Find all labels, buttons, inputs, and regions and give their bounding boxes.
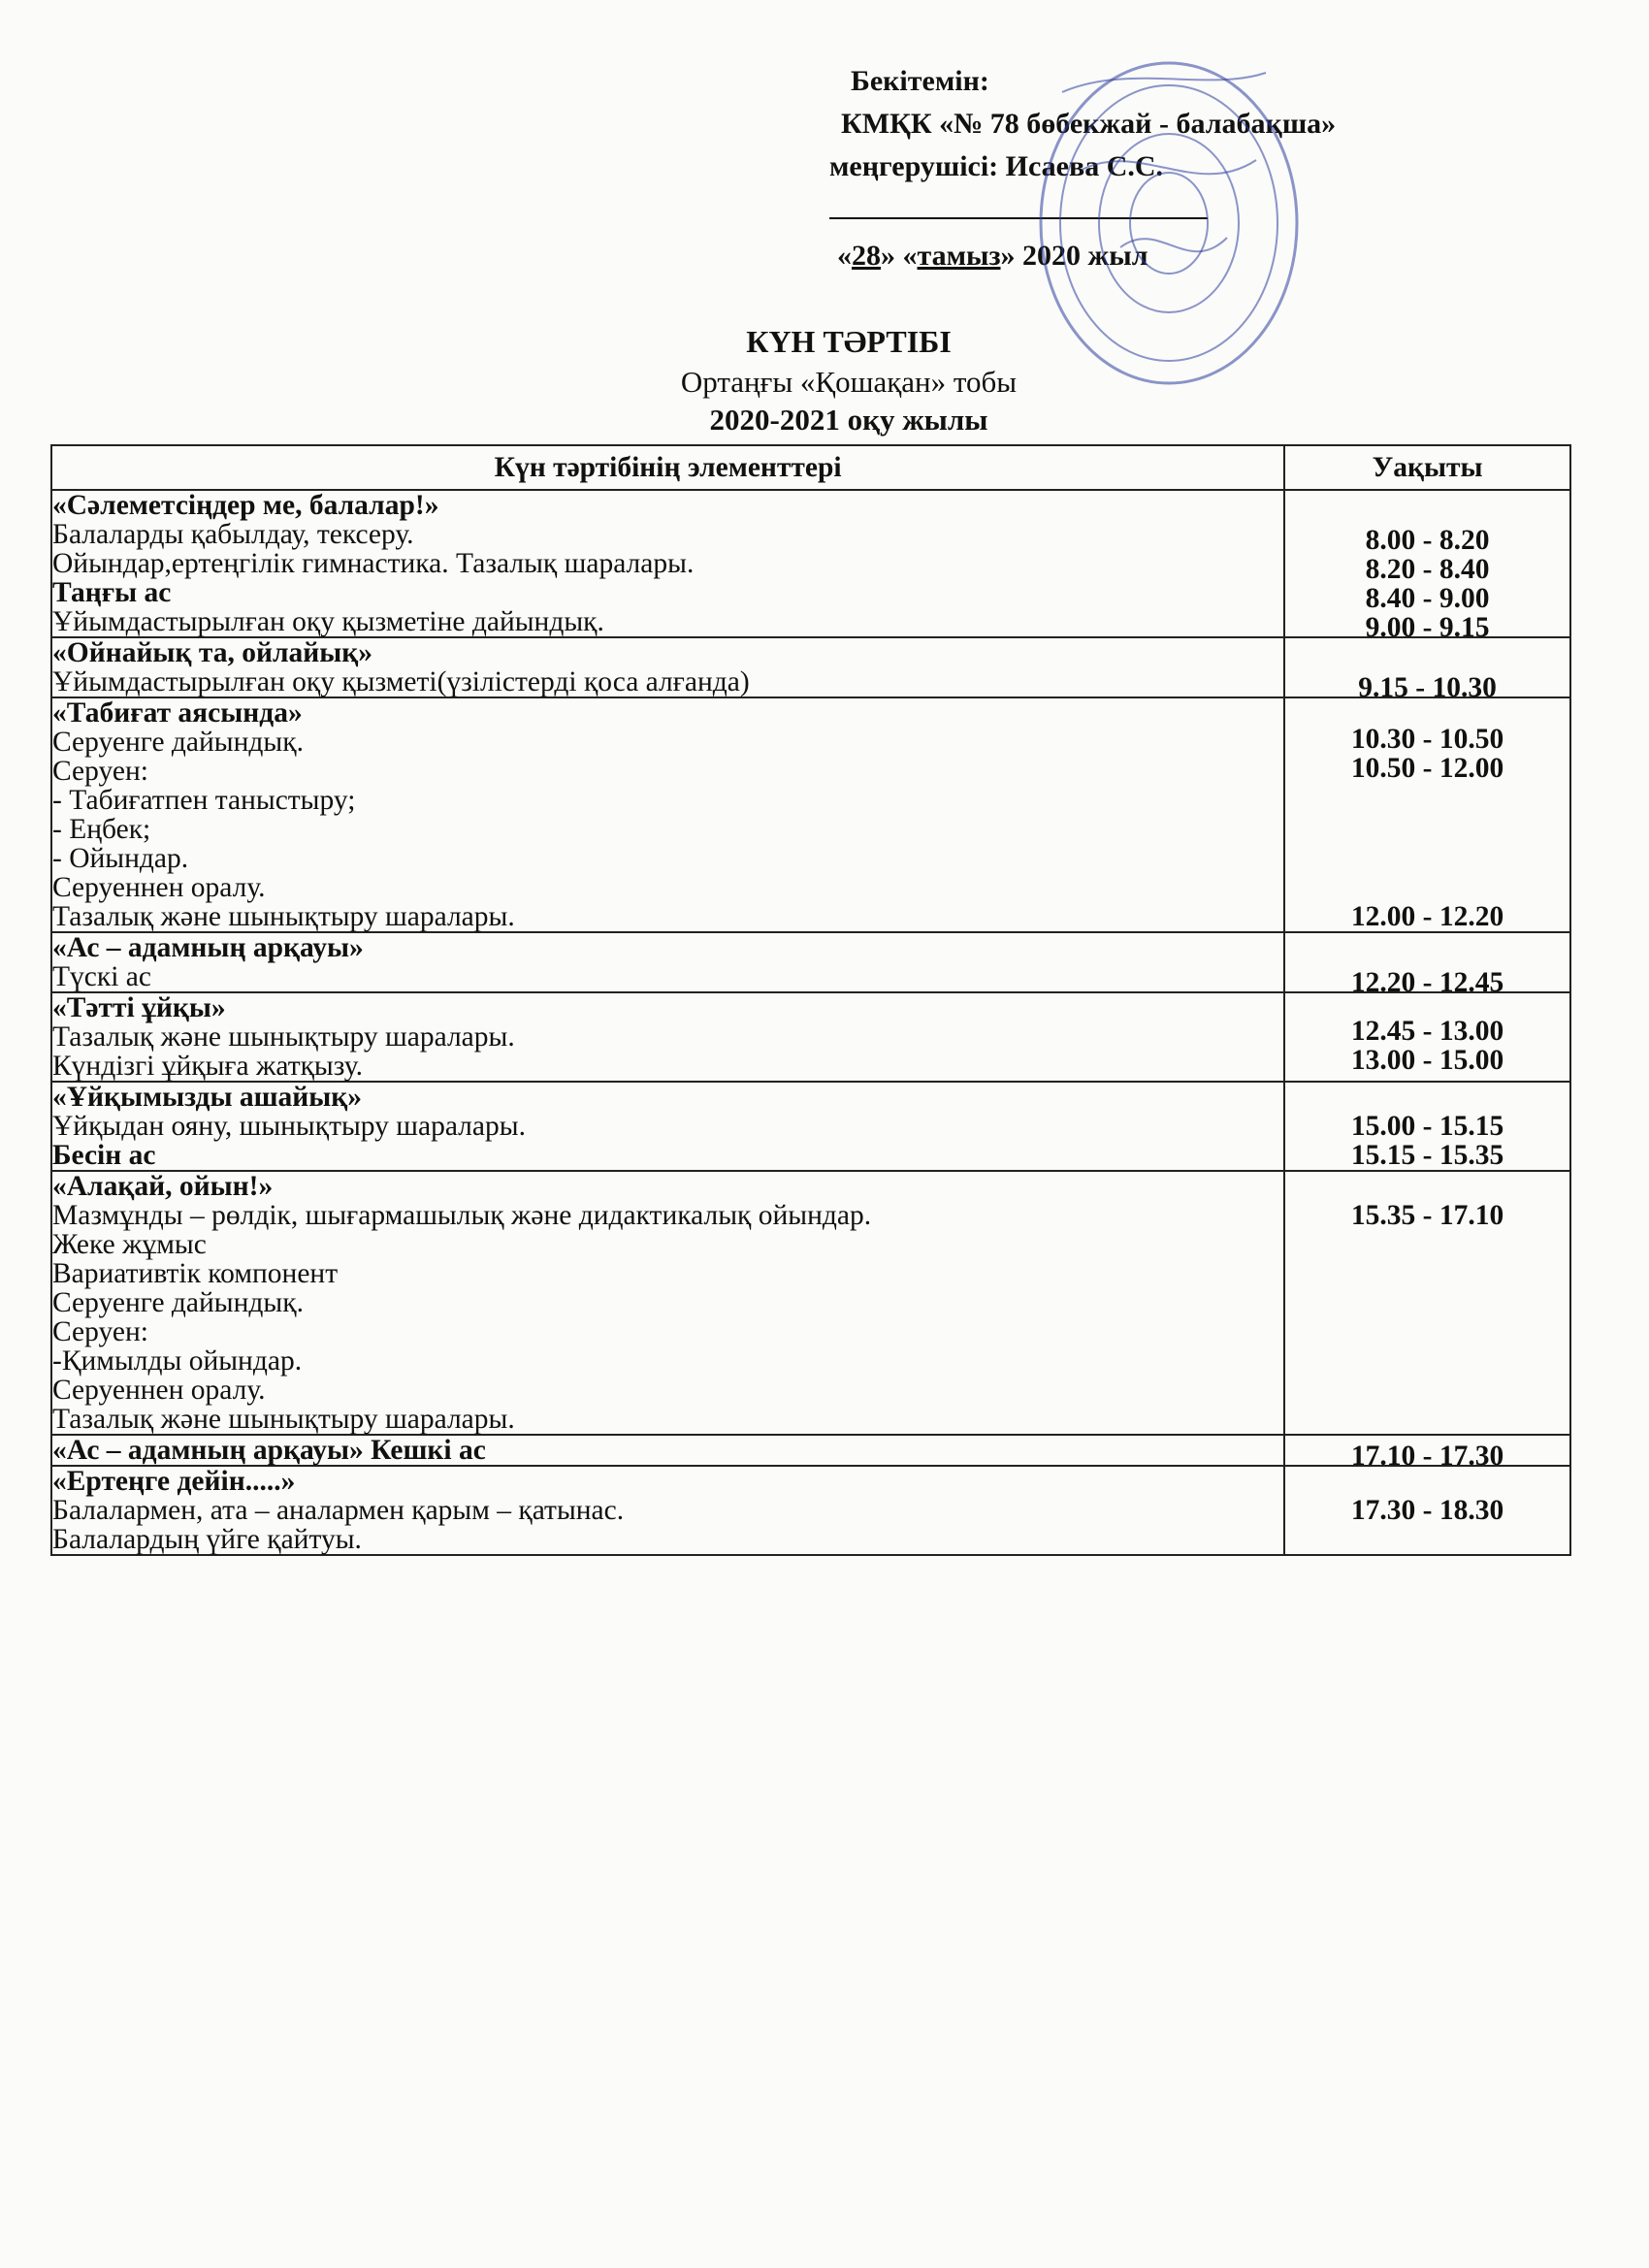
time-cell [1284,932,1570,998]
table-row [51,1171,1570,1435]
table-row [51,1435,1570,1466]
activity-cell [51,697,1284,932]
activity-cell [51,1171,1284,1435]
activity-line: Серуенге дайындық. [52,1287,304,1318]
time-slot: 17.10 - 17.30 [1350,1441,1504,1472]
activity-line: Серуеннен оралу. [52,872,266,903]
activity-line: - Еңбек; [52,814,151,845]
time-slot: 12.20 - 12.45 [1350,967,1504,998]
time-slot: 15.00 - 15.15 [1350,1111,1504,1142]
activity-cell [51,932,1284,992]
activity-title: Бесін ас [52,1140,156,1171]
time-slot: 13.00 - 15.00 [1350,1045,1504,1076]
time-slot: 8.40 - 9.00 [1365,583,1490,614]
time-slot: 10.50 - 12.00 [1350,753,1504,784]
approval-label: Бекітемін: [851,65,989,97]
time-slot: 8.20 - 8.40 [1365,554,1490,585]
activity-line: Серуенге дайындық. [52,727,304,758]
time-slot: 10.30 - 10.50 [1350,724,1504,755]
activity-title: «Ұйқымызды ашайық» [52,1082,363,1113]
activity-cell [51,1435,1284,1466]
activity-line: Тазалық және шынықтыру шаралары. [52,1404,515,1435]
activity-title: «Ас – адамның арқауы» Кешкі ас [52,1435,486,1466]
activity-line: Балалардың үйге қайтуы. [52,1524,362,1555]
time-cell [1284,992,1570,1082]
date-open: « [837,240,852,272]
activity-cell [51,490,1284,637]
approval-org: КМҚК «№ 78 бөбекжай - балабақша» [841,108,1337,140]
titles [0,320,1649,438]
time-cell [1284,1466,1570,1555]
time-slot: 12.00 - 12.20 [1350,901,1504,932]
activity-title: «Ас – адамның арқауы» [52,932,364,963]
activity-cell [51,637,1284,697]
time-cell [1284,1171,1570,1435]
approval-head: меңгерушісі: Исаева С.С. [829,150,1164,182]
header-elements: Күн тәртібінің элементтері [51,445,1284,490]
table-row [51,1082,1570,1171]
activity-line: Күндізгі ұйқыға жатқызу. [52,1051,363,1082]
activity-cell [51,1466,1284,1555]
activity-line: -Қимылды ойындар. [52,1345,303,1377]
activity-line: - Ойындар. [52,843,189,874]
date-mid: » « [881,240,918,272]
table-row [51,992,1570,1082]
activity-title: «Табиғат аясында» [52,697,303,729]
table-row [51,490,1570,637]
activity-line: Тазалық және шынықтыру шаралары. [52,901,515,932]
date-day: 28 [852,240,881,272]
activity-line: Ұйымдастырылған оқу қызметі(үзілістерді қоса алғанда) [52,666,750,697]
activity-line: Ұйқыдан ояну, шынықтыру шаралары. [52,1111,526,1142]
time-slot: 15.35 - 17.10 [1350,1200,1504,1231]
time-slot: 12.45 - 13.00 [1350,1016,1504,1047]
academic-year: 2020-2021 оқу жылы [709,403,988,437]
time-slot: 15.15 - 15.35 [1350,1140,1504,1171]
activity-cell [51,1082,1284,1171]
time-cell [1284,490,1570,643]
time-slot: 9.00 - 9.15 [1365,612,1490,643]
time-cell [1284,697,1570,932]
activity-title: «Алақай, ойын!» [52,1171,274,1202]
table-row [51,637,1570,697]
table-row [51,932,1570,992]
activity-line: Түскі ас [52,961,151,992]
time-cell [1284,1435,1570,1472]
activity-line: Балаларды қабылдау, тексеру. [52,519,414,550]
time-slot: 17.30 - 18.30 [1350,1495,1504,1526]
table-row [51,1466,1570,1555]
time-cell [1284,1082,1570,1171]
document-title: КҮН ТӘРТІБІ [746,324,952,359]
activity-line: Ұйымдастырылған оқу қызметіне дайындық. [52,606,604,637]
date-month: тамыз [917,240,1001,272]
time-slot: 9.15 - 10.30 [1358,672,1497,703]
activity-line: Мазмұнды – рөлдік, шығармашылық және дидактикалық ойындар. [52,1200,872,1231]
table-row [51,697,1570,932]
activity-line: Ойындар,ертеңгілік гимнастика. Тазалық шаралары. [52,548,695,579]
group-name: Ортаңғы «Қошақан» тобы [680,365,1018,399]
activity-line: Серуеннен оралу. [52,1375,266,1406]
activity-line: Тазалық және шынықтыру шаралары. [52,1021,515,1053]
header-time: Уақыты [1284,445,1570,490]
schedule-table [50,444,1571,1556]
table-header-row [51,445,1570,490]
date-close: » 2020 жыл [1000,240,1148,272]
activity-title: «Ойнайық та, ойлайық» [52,637,373,668]
time-cell [1284,637,1570,703]
activity-line: - Табиғатпен таныстыру; [52,785,356,816]
activity-line: Серуен: [52,756,148,787]
activity-line: Серуен: [52,1316,148,1347]
activity-line: Балалармен, ата – аналармен қарым – қатынас. [52,1495,625,1526]
activity-line: Жеке жұмыс [52,1229,207,1260]
activity-title: «Сәлеметсіңдер ме, балалар!» [52,490,439,521]
activity-title: «Тәтті ұйқы» [52,992,226,1023]
time-slot: 8.00 - 8.20 [1365,525,1490,556]
activity-title: Таңғы ас [52,577,172,608]
activity-title: «Ертеңге дейін.....» [52,1466,296,1497]
activity-line: Вариативтік компонент [52,1258,339,1289]
activity-cell [51,992,1284,1082]
